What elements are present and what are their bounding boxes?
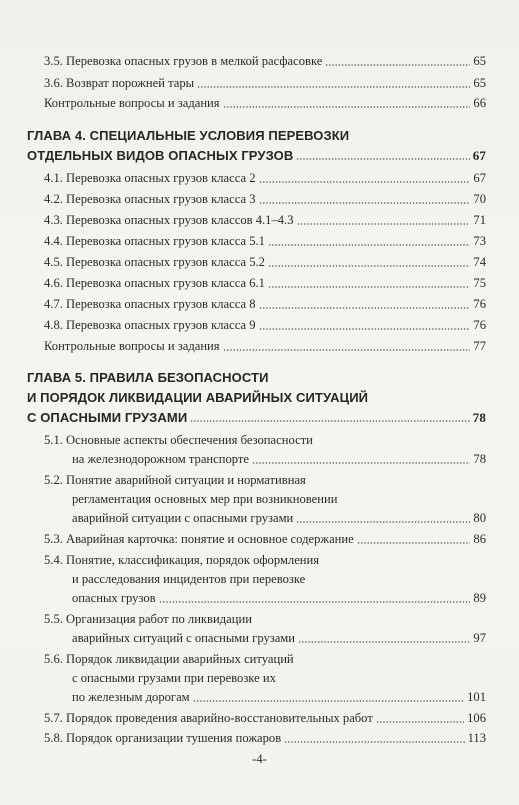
leader-dots (357, 542, 471, 544)
toc-entry-5-1-line1: 5.1. Основные аспекты обеспечения безопасности (44, 433, 313, 447)
toc-entry-label: Контрольные вопросы и задания (44, 339, 220, 353)
chapter-4-page: 67 (472, 148, 486, 163)
chapter-4-title-line1: ГЛАВА 4. СПЕЦИАЛЬНЫЕ УСЛОВИЯ ПЕРЕВОЗКИ (27, 128, 350, 143)
leader-dots (223, 349, 471, 351)
leader-dots (190, 420, 470, 422)
toc-entry-label: 5.7. Порядок проведения аварийно-восстановительных работ (44, 711, 373, 725)
toc-entry-5-2 (72, 511, 486, 526)
toc-entry-page: 67 (473, 171, 486, 185)
page-number: -4- (252, 752, 267, 766)
toc-entry-page: 74 (473, 255, 486, 269)
toc-entry-3-5 (44, 54, 486, 69)
toc-entry-label: Контрольные вопросы и задания (44, 96, 220, 110)
toc-entry-5-1 (72, 452, 486, 467)
toc-entry-page: 78 (473, 452, 486, 466)
toc-entry-label: аварийных ситуаций с опасными грузами (72, 631, 296, 645)
toc-entry-5-2-line2: регламентация основных мер при возникновении (72, 492, 338, 506)
toc-entry-5-6 (72, 690, 486, 705)
toc-entry-4-7 (44, 297, 486, 312)
toc-entry-4-2 (44, 192, 486, 207)
toc-entry-page: 80 (473, 511, 486, 525)
toc-entry-page: 73 (473, 234, 486, 248)
leader-dots (268, 286, 470, 288)
leader-dots (259, 202, 471, 204)
toc-entry-4-questions (44, 339, 486, 354)
toc-entry-label: 4.5. Перевозка опасных грузов класса 5.2 (44, 255, 265, 269)
leader-dots (159, 601, 471, 603)
toc-entry-label: 4.4. Перевозка опасных грузов класса 5.1 (44, 234, 265, 248)
toc-entry-page: 71 (473, 213, 486, 227)
toc-entry-page: 97 (473, 631, 486, 645)
leader-dots (259, 307, 471, 309)
leader-dots (298, 641, 470, 643)
toc-entry-page: 75 (473, 276, 486, 290)
toc-entry-page: 66 (473, 96, 486, 110)
leader-dots (296, 521, 470, 523)
toc-entry-label: 5.8. Порядок организации тушения пожаров (44, 731, 282, 745)
toc-entry-4-4 (44, 234, 486, 249)
toc-entry-5-6-line2: с опасными грузами при перевозке их (72, 671, 276, 685)
leader-dots (325, 64, 470, 66)
leader-dots (284, 741, 464, 743)
toc-entry-page: 106 (467, 711, 486, 725)
leader-dots (268, 265, 470, 267)
toc-entry-3-questions (44, 96, 486, 111)
chapter-5-title-line2: И ПОРЯДОК ЛИКВИДАЦИИ АВАРИЙНЫХ СИТУАЦИЙ (27, 390, 369, 405)
toc-entry-label: аварийной ситуации с опасными грузами (72, 511, 294, 525)
toc-entry-5-6-line1: 5.6. Порядок ликвидации аварийных ситуаций (44, 652, 294, 666)
toc-entry-5-7 (44, 711, 486, 726)
chapter-5-title-line3: С ОПАСНЫМИ ГРУЗАМИ (27, 410, 188, 425)
toc-entry-4-1 (44, 171, 486, 186)
toc-entry-label: по железным дорогам (72, 690, 190, 704)
toc-entry-label: 4.8. Перевозка опасных грузов класса 9 (44, 318, 256, 332)
toc-entry-5-8 (44, 731, 486, 746)
toc-entry-5-4-line1: 5.4. Понятие, классификация, порядок оформления (44, 553, 320, 567)
toc-entry-3-6 (44, 76, 486, 91)
toc-entry-page: 86 (473, 532, 486, 546)
toc-entry-5-2-line1: 5.2. Понятие аварийной ситуации и нормативная (44, 473, 306, 487)
toc-entry-5-3 (44, 532, 486, 547)
toc-entry-page: 101 (467, 690, 486, 704)
toc-entry-label: 3.6. Возврат порожней тары (44, 76, 195, 90)
toc-entry-5-4 (72, 591, 486, 606)
toc-entry-label: 3.5. Перевозка опасных грузов в мелкой расфасовке (44, 54, 323, 68)
leader-dots (197, 86, 470, 88)
toc-entry-4-8 (44, 318, 486, 333)
chapter-5-heading (27, 410, 486, 426)
toc-entry-label: на железнодорожном транспорте (72, 452, 250, 466)
leader-dots (296, 158, 469, 160)
chapter-4-heading (27, 148, 486, 164)
leader-dots (259, 181, 471, 183)
toc-entry-5-5-line1: 5.5. Организация работ по ликвидации (44, 612, 252, 626)
toc-entry-page: 89 (473, 591, 486, 605)
leader-dots (259, 328, 471, 330)
toc-entry-4-5 (44, 255, 486, 270)
leader-dots (223, 106, 471, 108)
toc-entry-label: 4.2. Перевозка опасных грузов класса 3 (44, 192, 256, 206)
toc-entry-page: 77 (473, 339, 486, 353)
toc-entry-page: 65 (473, 76, 486, 90)
toc-entry-label: опасных грузов (72, 591, 156, 605)
toc-entry-page: 76 (473, 297, 486, 311)
toc-entry-label: 4.6. Перевозка опасных грузов класса 6.1 (44, 276, 265, 290)
chapter-5-title-line1: ГЛАВА 5. ПРАВИЛА БЕЗОПАСНОСТИ (27, 370, 269, 385)
chapter-4-title-line2: ОТДЕЛЬНЫХ ВИДОВ ОПАСНЫХ ГРУЗОВ (27, 148, 294, 163)
toc-entry-4-6 (44, 276, 486, 291)
leader-dots (193, 700, 464, 702)
leader-dots (268, 244, 470, 246)
toc-entry-label: 4.3. Перевозка опасных грузов классов 4.1–4.3 (44, 213, 294, 227)
leader-dots (376, 721, 464, 723)
toc-entry-page: 65 (473, 54, 486, 68)
leader-dots (297, 223, 471, 225)
toc-entry-5-5 (72, 631, 486, 646)
toc-entry-4-3 (44, 213, 486, 228)
toc-entry-label: 5.3. Аварийная карточка: понятие и основное содержание (44, 532, 354, 546)
leader-dots (252, 462, 470, 464)
toc-entry-page: 113 (467, 731, 486, 745)
toc-entry-label: 4.1. Перевозка опасных грузов класса 2 (44, 171, 256, 185)
toc-entry-page: 70 (473, 192, 486, 206)
toc-entry-page: 76 (473, 318, 486, 332)
chapter-5-page: 78 (472, 410, 486, 425)
toc-entry-5-4-line2: и расследования инцидентов при перевозке (72, 572, 306, 586)
toc-entry-label: 4.7. Перевозка опасных грузов класса 8 (44, 297, 256, 311)
